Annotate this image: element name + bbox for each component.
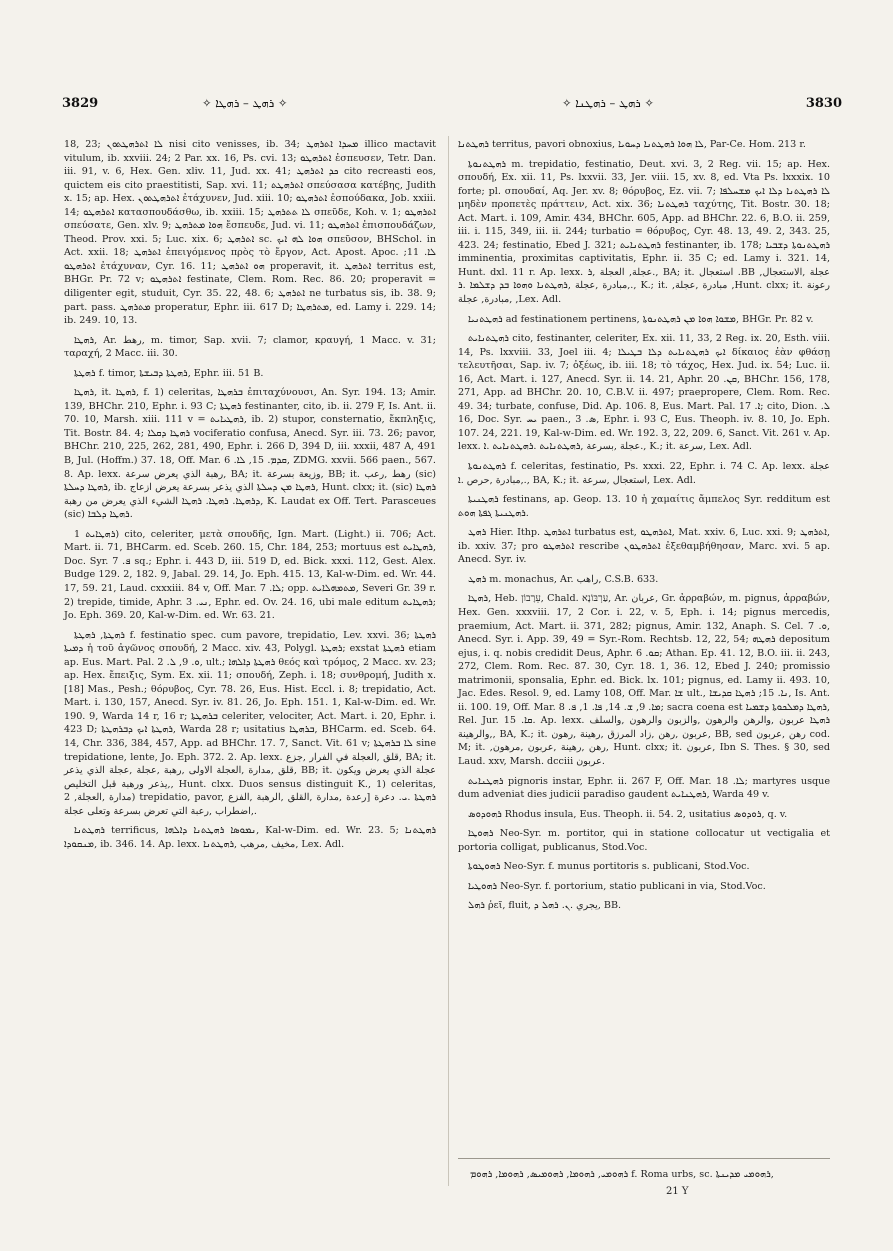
dictionary-entry: 18, 23; ܠܐ ܐܬܪܗܛܬܘܢ nisi cito venisses, ib. 34; ܡܚܕܐ ܐܬܪܗܛ illico mactavit vitulum, ib. xxviii. 24; 2 Par. xx. 16, Ps. cvi. 13; ܐܬܪܗܛܘ ἐσπευσεν, Tetr. Dan. iii. 91, v. 6, Hex. Gen. xliv. 11, Jud. xx. 41; ܟܕ ܐܬܪܗܛ cito recreasti eos, quictem eis cito praestitisti, Sap. xvi. 11; ܐܬܪܗܛܬ σπεύσασα κατέβης, Judith x. 15; ap. Hex. ܐܬܪܗܛܬܘܢ ἐτάχυνεν, Jud. xiii. 10; ܐܬܪܗܛܘ ἐσπούδακα, Job. xxiii. 14; ܐܬܪܗܛܘ κατασπουδάσθω, ib. xxiii. 15; ܠܐ ܬܬܪܗܛ σπεῦδε, Koh. v. 1; ܐܬܪܗܛܘ σπεύσατε, Gen. xlv. 9; ܗܘܐ ܡܬܪܗܛ ἔσπευδε, Jud. vi. 11; ܐܬܪܗܛܘ ἐπισπουδάζων, Theod. Prov. xxi. 5; Luc. xix. 6; ܐܬܪܗܛ sc. ܗܘܐ ܠܗ ܐܝܟ σπεῦσον, BHSchol. in Act. xxii. 18; ܐܬܪܗܛ ἐπειγόμενος πρὸς τὸ ἔργον, Act. Apost. Apoc. ܠܐ. 11; ܐܬܪܗܛܘ ἐτάχυναν, Cyr. 16. 11; ܗܘ ܐܬܪܗܛ properavit, it. ܐܬܪܗܛ territus est, BHGr. Pr. 72 v; ܐܬܪܗܛܘ festinate, Clem. Rom. Rec. 86. 20; properavit = diligenter egit, studuit, Cyr. 35. 22, 48. 6; ܐܬܪܗܛ ne turbatus sis, ib. 38. 9; part. pass. ܡܬܪܗܛ properatur, Ephr. iii. 617 D; ܡܬܪܗܛܐ, ed. Lamy i. 229. 14; ib. 249. 10, 13. <box>64 139 437 327</box>
page-header <box>62 96 842 118</box>
dictionary-entry: ܪܗܛܬܢܘܬܐ m. trepidatio, festinatio, Deut. xvi. 3, 2 Reg. vii. 15; ap. Hex. σπουδή, Ex. xii. 11, Ps. lxxvii. 33, Jer. viii. 15, xv. 8, ed. Vta Ps. lxxxix. 10 forte; pl. σπουδαί, Aq. Jer. xv. 8; θόρυβος, Ez. vii. 7; ܠܐ ܪܗܛܬܢܐ ܕܠܐ ܐܝܟ ܡܫܚܠܦܐ μηδὲν προπετὲς πράττειν, Act. xix. 36; ܪܗܛܬܢܐ ταχύτης, Tit. Bostr. 30. 18; Act. Mart. i. 109, Amir. 434, BHChr. 605, App. ad BHChr. 22. 6, B.O. ii. 259, iii. i. 115, 349, iii. ii. 244; turbatio = θόρυβος, Cyr. 48. 13, 49. 2, 343. 25, 423. 24; festinatio, Ebed J. 321; ܪܗܛܬܢܐܝܬ festinanter, ib. 178; ܪܗܛܬܢܘܬܐ ܕܫܒܝܐ imminentia, proximitas captivitatis, Ephr. ii. 35 C; ed. Lamy i. 321. 14, Hunt. dxl. 11 r. Ap. lexx. عجلة, العجلة ,ܪ., BA; it. استعجال .BB ,عجلة ,الاستعجال ,مبادرة ,عجلة ,ܪܗܛܬܢܐ ܘܗܘܐ ܒܕ ܕܫܠܡܐ .ܪ., K.; it. ,مبادرة ,عجلة ,Hunt. clxx; it. رعونة ,مبادرة, عجلة ,Lex. Adl. <box>458 158 830 306</box>
dictionary-entry: ܪܗܛܐ, Heb. עֵרָבוֹן, Chald. עַרְבּוֹנָא, Ar. عربان, Gr. ἀρραβών, m. pignus, ἀρραβών, Hex. Gen. xxxviii. 17, 2 Cor. i. 22, v. 5, Eph. i. 14; pignus mercedis, praemium, Act. Mart. ii. 371, 282; pignus, Amir. 132, Anaph. S. Cel. ܘ. 7, Anecd. Syr. i. App. 39, 49 = Syr.-Rom. Rechtsb. 12, 22, 54; ܪܗܛܗ depositum ejus, i. q. nobis credidit Deus, Aphr. ܩܘ. 6; Athan. Ep. 41. 12, B.O. iii. ii. 243, 272, Clem. Rom. Rec. 87. 30, Cyr. 18. 1, 36. 12, Ebed J. 240; promissio matrimonii, sponsalia, Ephr. ed. Bick. lx. 101; pignus, ed. Lamy ii. 493. 10, Jac. Edes. Resol. 9, ed. Lamy 108, Off. Mar. ܫܐ ult., ܢܐ. 15; ܪܗܛܐ ܩܕܝܫܐ, Is. Ant. ii. 100. 19, Off. Mar. ܡܐ. 9, ܫ. 14, ܦܐ. 1, ܦ. 8; sacra coena est ܪܗܛܐ ܕܡܠܟܘܬܐ ܕܫܡܝܐ, Rel. Jur. ܩܐ. 15. Ap. lexx. ܪܗܛܐ عربون ,والرهن والرهون ,والزبون والرهون ,والسلف ,والرهينة, BA, K.; it. عربون ,رهن ,زاد المرزق ,رهينة ,رهون, BB, sed رهن ,عربون cod. M; it. ,رهن ,رهينة ,عربون ,مرهون, Hunt. clxx; it. عربون, Ibn S. Thes. § 30, sed Laud. xxv, Marsh. dcciii عربون. <box>458 593 831 767</box>
dictionary-entry: ܪܗܛܬܢܐ terrificus, ܢܡܘܣܐ ܪܗܛܬܢܐ ܕܐܠܗܐ, Kal-w-Dim. ed. Wr. 23. 5; ܪܗܛܬܢܐ ܡܢܩܘܕܐ, ib. 346. 14. Ap. lexx. مخيف ,مرهب ,ܪܗܛܬܢܐ, Lex. Adl. <box>64 825 436 850</box>
dictionary-entry: ܪܗܘܛܘܬܐ Neo-Syr. f. munus portitoris s. publicani, Stod.Voc. <box>468 861 750 873</box>
dictionary-entry: ܪܗܛܢܐܝܬ pignoris instar, Ephr. ii. 267 F, Off. Mar. ܠܐ. 18; martyres usque dum adveniat dies judicii paradiso gaudent ܪܗܛܢܐܝܬ, Warda 49 v. <box>458 775 830 801</box>
dictionary-entry: ܪܗܛܬܐ, ܪܗܛܬܐ f. festinatio spec. cum pavore, trepidatio, Lev. xxvi. 36; ܪܗܛܬܐ ܕܡܝܬܐ ἡ τοῦ ἀγῶνος σπουδή, 2 Macc. xiv. 43, Polygl. ܪܗܛܬܐ; exstat ܪܗܛܬܐ etiam ap. Eus. Mart. Pal. ܘ. 9, ܠ. 2, ult.; ܪܗܛܬܐ ܕܐܠܗܐ θεός καὶ τρόμος, 2 Macc. xv. 23; ap. Hex. ἔπειξις, Sym. Ex. xii. 11; σπουδή, Zeph. i. 18; συνθρομή, Judith x. [18] Mas., Pesh.; θόρυβος, Cyr. 78. 26, Eus. Hist. Eccl. i. 8; trepidatio, Act. Mart. i. 130, 157, Anecd. Syr. iv. 81. 26, Jo. Eph. 151. 1, Kal-w-Dim. ed. Wr. 190. 9, Warda 14 r, 16 r; ܒܪܗܛܬܐ celeriter, velociter, Act. Mart. i. 20, Ephr. i. 423 D; ܪܗܛܬܐ ܐܝܟ ܕܒܪܗܛܬܐ, Warda 28 r; usitatius ܒܪܗܛܐ, BHCarm. ed. Sceb. 64. 14, Chr. 336, 384, 457, App. ad BHChr. 17. 7, Sanct. Vit. 61 v; ܠܐ ܒܪܗܛܬܐ sine trepidatione, lente, Jo. Eph. 372. 2. Ap. lexx. قلق ,العجلة في الفرار ,جزع, BA; it. قلق ,مدارة ,العجلة الاولى ,رهبة ,عجلة ,عجلة الذي يذعر, BB; it. عجلة الذي يعرض ويكون ,يذعر ورهبة قبل التخليص, Hunt. clxx. Duos sensus distinguit K., 1) celeritas, مدارة ,العجلة, 2) trepidatio, pavor, ܪܗܛܬܐ .ܝ. دعرة [رعدة ,مدارة ,القلق ,الرهبة ,الفزع ,اضطراب ,رعبة التي تعرض بسرعة وتعلى عجلة. <box>64 629 437 817</box>
running-head-right: ✧ ܪܗܛ – ܪܗܛܢܐ ✧ <box>562 96 655 110</box>
column-divider <box>448 136 449 1186</box>
bottom-rule <box>458 1158 830 1159</box>
dictionary-entry: ܪܗܛܐ, it. ܪܗܛܐ, f. 1) celeritas, ܒܪܗܛܐ ἐπιταχύνουσι, An. Syr. 194. 13; Amir. 139, BHChr. 210, Ephr. i. 93 C; ܪܗܛܬܐ festinanter, cito, ib. ii. 279 F, Is. Ant. ii. 70. 10, Marsh. xiii. 111 v = ܪܗܛܝܐܝܬ, ib. 2) stupor, consternatio, ἔκπληξις, Tit. Bostr. 84. 4; ܪܗܛܐ ܕܩܠܐ vociferatio confusa, Anecd. Syr. iii. 73. 26; pavor, BHChr. 210, 225, 262, 281, 490, Ephr. i. 266 D, 394 D, iii. xxxii, 487 A, 491 B, Jul. (Hoffm.) 37. 18, Off. Mar. ܩܕܡ. 15, ܠܐ. 6, ZDMG. xxvii. 566 paen., 567. 8. Ap. lexx. رهبة الذي يعرض سرعة, BA; it. وزيعة بسرعة, BB; it. رهط ,رعب (sic) ܪܗܛܐ ܕܚܠܬܐ, ib. ܪܗܛܐ ܡܢ ܕܚܠܬܐ الذي يذعر بسرعة يعرض ازعاج, Hunt. clxx; it. (sic) ܪܗܛܐ ܕܪܗܛܐ. ܪܗܛܐ. ܪܗܛܐ الشيء الذي يعرض من رهبة, K. Laudat ex Off. Tert. Parasceues (sic) ܪܗܛܐ ܕܠܒܐ. <box>64 387 437 521</box>
dictionary-entry: ܪܗܛ Hier. Ithp. ܐܬܪܗܛ turbatus est, ܐܬܪܗܛܘ, Mat. xxiv. 6, Luc. xxi. 9; ܐܬܪܗܛ, ib. xxiv. 37; pro ܐܬܪܗܛܘ rescribe ܐܬܪܗܛܘܢ ἐξεθαμβήθησαν, Marc. xvi. 5 ap. Anecd. Syr. iv. <box>458 527 831 566</box>
signature-mark: 21 Y <box>666 1186 689 1197</box>
dictionary-entry: ܪܗܘܕܘܣ Rhodus insula, Eus. Theoph. ii. 54. 2, usitatius ܪܘܕܘܣ, q. v. <box>468 808 788 820</box>
dictionary-entry: ܪܗܛܬܐ f. timor, ܪܗܛܬܐ ܕܒܝܫܬܐ, Ephr. iii. 51 B. <box>74 367 264 379</box>
dictionary-entry: ܪܗܛܬܢܐܝܬ cito, festinanter, celeriter, Ex. xii. 11, 33, 2 Reg. ix. 20, Esth. viii. 14, Ps. lxxviii. 33, Joel iii. 4; ܐܝܟ ܪܗܛܬܢܐܝܬ ܕܠܐ ܒܛܝܠܐ δίκαιος ἐὰν φθάσῃ τελευτῆσαι, Sap. iv. 7; ὀξέως, ib. iii. 18; τὸ τάχος, Hex. Jud. ix. 54; Luc. ii. 16, Act. Mart. i. 127, Anecd. Syr. ii. 14. 21, Aphr. ܩܢ. 20, BHChr. 156, 178, 271, App. ad BHChr. 20. 10, C.B.V. ii. 497; praepropere, Clem. Rom. Rec. 49. 34; turbate, confuse, Did. Ap. 106. 8, Eus. Mart. Pal. ܐ. 17; cito, Dion. ܠ. 16, Doc. Syr. ܝܚ paen., ܣ. 3, Ephr. i. 93 C, Eus. Theoph. iv. 8. 10, Jo. Eph. 107. 24, 221. 19, Kal-w-Dim. ed. Wr. 192. 3, 22, 209. 6, Sanct. Vit. 261 v. Ap. lexx. عجلة ,بسرعة ,ܪܗܛܬܢܐܝܬ .ܪܗܛܬܢܐܝܬ .ܐ., K.; it. سرعة, Lex. Adl. <box>458 333 831 453</box>
left-column <box>64 138 436 857</box>
dictionary-entry: ܪܗܛ m. monachus, Ar. راهب, C.S.B. 633. <box>468 573 659 585</box>
dictionary-entry: ܪܗܛܐܝܬ 1) cito, celeriter, μετὰ σπουδῆς, Ign. Mart. (Light.) ii. 706; Act. Mart. ii. 71, BHCarm. ed. Sceb. 260. 15, Chr. 184, 253; mortuus est ܪܗܛܐܝܬ, Doc. Syr. ܦ. 7 sq.; Ephr. i. 443 D, iii. 519 D, ed. Bick. xxxi. 112, Gest. Alex. Budge 129. 2, 182. 9, Jabal. 29. 14, Jo. Eph. 415. 13, Kal-w-Dim. ed. Wr. 44. 17, 59. 21, Laud. cxxxiii. 84 v, Off. Mar. ܠܐ. 7; opp. ܡܬܡܗܠܐܝܬ, Severi Gr. 39 r. 2) trepide, timide, Aphr. ܢܝ. 3, Ephr. ed. Ov. 24. 16, ubi male editum ܪܗܛܐܝܬ; Jo. Eph. 369. 20, Kal-w-Dim. ed. Wr. 63. 21. <box>64 528 437 622</box>
dictionary-entry: ܪܗܘܛܐ Neo-Syr. m. portitor, qui in statione collocatur ut vectigalia et portoria colligat, publicanus, Stod.Voc. <box>458 828 830 853</box>
footer-entry: ܪܗܘܡܝ, ܪܗܘܡܐ, ܪܗܘܡܝܣ, ܪܗܘܡܐ, ܪܗܘܡ f. Roma urbs, sc. ܪܗܘܡܝ ܡܕܝܢܬܐ, <box>470 1169 774 1180</box>
page-number-left: 3829 <box>62 96 99 111</box>
dictionary-entry: ܪܗܛܬܢܐ territus, pavori obnoxius, ܠܐ ܗܘܐ ܪܗܛܬܢܐ ܕܚܘܝܐ, Par-Ce. Hom. 213 r. <box>458 139 806 150</box>
right-column <box>458 138 830 919</box>
running-head-left: ✧ ܪܗܛ – ܪܗܛܐ ✧ <box>202 96 288 110</box>
dictionary-entry: ܪܗܛܐ, Ar. رهط, m. timor, Sap. xvii. 7; clamor, κραυγή, 1 Macc. v. 31; ταραχή, 2 Macc. iii. 30. <box>64 334 436 360</box>
dictionary-entry: ܪܗܠ ῥεῖ, fluit, يجري .ܢ. ܪܗܠ ܕ, BB. <box>468 900 622 912</box>
dictionary-entry: ܪܗܛܬܢܘܬܐ f. celeritas, festinatio, Ps. xxxi. 22, Ephr. i. 74 C. Ap. lexx. عجلة ,مبادرة ,حرص .ܐ., BA, K.; it. استعجال ,سرعة, Lex. Adl. <box>458 461 830 486</box>
dictionary-entry: ܪܗܛܬܢܝܐ ad festinationem pertinens, ܡܫܘܐ ܗܘܐ ܡܢ ܪܗܛܬܢܘܬܐ, BHGr. Pr. 82 v. <box>468 313 814 325</box>
page-number-right: 3830 <box>805 96 842 111</box>
dictionary-entry: ܪܗܛܢܝܬܐ festinans, ap. Geop. 13. 10 ἡ χαμαίτις ἄμπελος Syr. redditum est ܪܗܛܢܝܬܐ ܓܦܬܐ ܗܘܬ. <box>458 494 830 519</box>
dictionary-entry: ܪܗܘܛܝܐ Neo-Syr. f. portorium, statio publicani in via, Stod.Voc. <box>468 880 766 892</box>
